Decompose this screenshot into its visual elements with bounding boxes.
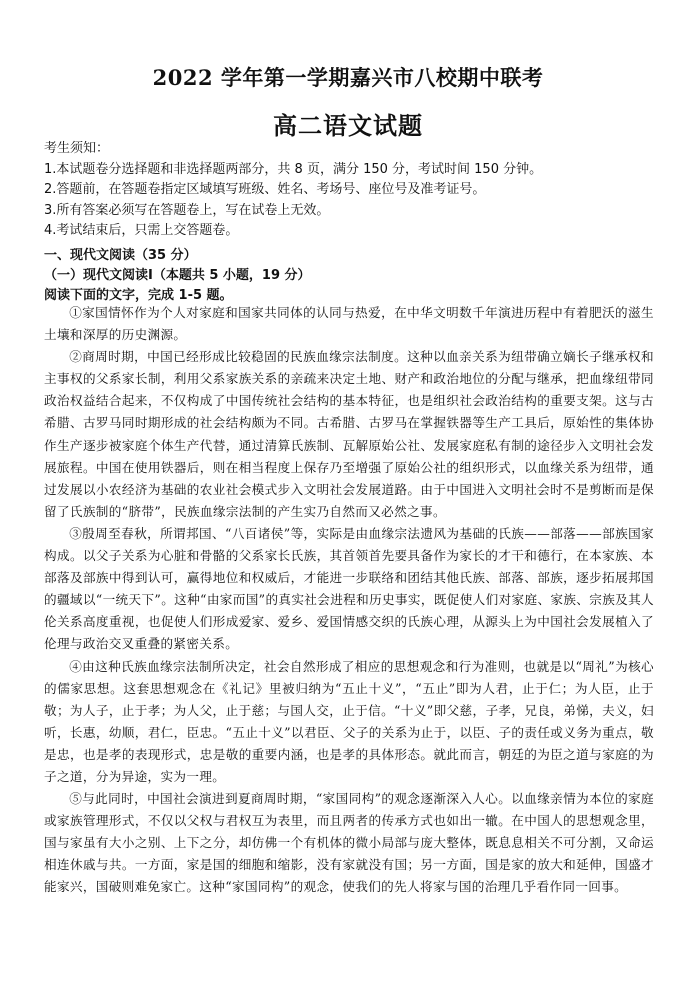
passage-paragraph-5: ⑤与此同时，中国社会演进到夏商周时期，“家国同构”的观念逐渐深入人心。以血缘亲情为本位的家庭或家族管理形式，不仅以父权与君权互为表里，而且两者的传承方式也如出一辙。在中国人的思想观念里，国与家虽有大小之别、上下之分，却仿佛一个有机体的微小局部与庞大整体，既息息相关不可分割，又命运相连休戚与共。一方面，家是国的细胞和缩影，没有家就没有国；另一方面，国是家的放大和延伸，国盛才能家兴，国破则难免家亡。这种“家国同构”的观念，使我们的先人将家与国的治理几乎看作同一回事。 (44, 791, 654, 895)
passage-paragraph-1: ①家国情怀作为个人对家庭和国家共同体的认同与热爱，在中华文明数千年演进历程中有着肥沃的滋生土壤和深厚的历史渊源。 (44, 305, 654, 343)
notice-heading: 考生须知： (44, 141, 110, 156)
passage-paragraph-3: ③殷周至春秋，所谓邦国、“八百诸侯”等，实际是由血缘宗法遗风为基础的氏族——部落——部族国家构成。以父子关系为心脏和骨骼的父系家长氏族，其首领首先要具备作为家长的才干和德行，在本家族、本部落及部族中得到认可，赢得地位和权威后，才能进一步联络和团结其他氏族、部落、部族，逐步拓展邦国的疆域以“一统天下”。这种“由家而国”的真实社会进程和历史事实，既促使人们对家庭、家族、宗族及其人伦关系高度重视，也促使人们形成爱家、爱乡、爱国情感交织的氏族心理，从源头上为中国社会发展植入了伦理与政治交叉重叠的紧密关系。 (44, 525, 654, 652)
notice-item-2: 2.答题前，在答题卷指定区域填写班级、姓名、考场号、座位号及准考证号。 (44, 182, 486, 197)
exam-subtitle: 高二语文试题 (273, 111, 423, 140)
passage-paragraph-4: ④由这种氏族血缘宗法制所决定，社会自然形成了相应的思想观念和行为准则，也就是以“周礼”为核心的儒家思想。这套思想观念在《礼记》里被归纳为“五止十义”，“五止”即为人君，止于仁；为人臣，止于敬；为人子，止于孝；为人父，止于慈；与国人交，止于信。“十义”即父慈，子孝，兄良，弟悌，夫义，妇听，长惠，幼顺，君仁，臣忠。“五止十义”以君臣、父子的关系为止于，以臣、子的责任或义务为重点，敬是忠，也是孝的表现形式，忠是敬的重要内涵，也是孝的具体形态。就此而言，朝廷的为臣之道与家庭的为子之道，分为异途，实为一理。 (44, 658, 654, 784)
notice-item-1: 1.本试题卷分选择题和非选择题两部分，共 8 页，满分 150 分，考试时间 150 分钟。 (44, 161, 543, 177)
notice-item-4: 4.考试结束后，只需上交答题卷。 (44, 223, 239, 238)
reading-passage (44, 302, 654, 899)
reading-instruction: 阅读下面的文字，完成 1-5 题。 (44, 288, 233, 303)
passage-paragraph-2: ②商周时期，中国已经形成比较稳固的民族血缘宗法制度。这种以血亲关系为纽带确立嫡长子继承权和主事权的父系家长制，利用父系家族关系的亲疏来决定土地、财产和政治地位的分配与继承，把血缘纽带同政治权益结合起来，不仅构成了中国传统社会结构的基本特征，也是组织社会政治结构的重要支架。这与古希腊、古罗马同时期形成的社会结构颇为不同。古希腊、古罗马在掌握铁器等生产工具后，原始性的集体协作生产逐步被家庭个体生产代替，通过清算氏族制、瓦解原始公社、发展家庭私有制的途径步入文明社会发展旅程。中国在使用铁器后，则在相当程度上保存乃至增强了原始公社的组织形式，以血缘关系为纽带，通过发展以小农经济为基础的农业社会模式步入文明社会发展道路。由于中国进入文明社会时不是剪断而是保留了氏族制的“脐带”，民族血缘宗法制的产生实乃自然而又必然之事。 (44, 349, 654, 519)
exam-title: 2022 学年第一学期嘉兴市八校期中联考 (152, 65, 544, 90)
notice-item-3: 3.所有答案必须写在答题卷上，写在试卷上无效。 (44, 202, 330, 218)
part-title: 一、现代文阅读（35 分） (44, 248, 197, 263)
exam-notice (44, 139, 654, 242)
sub-section-title: （一）现代文阅读Ⅰ（本题共 5 小题，19 分） (44, 268, 311, 283)
